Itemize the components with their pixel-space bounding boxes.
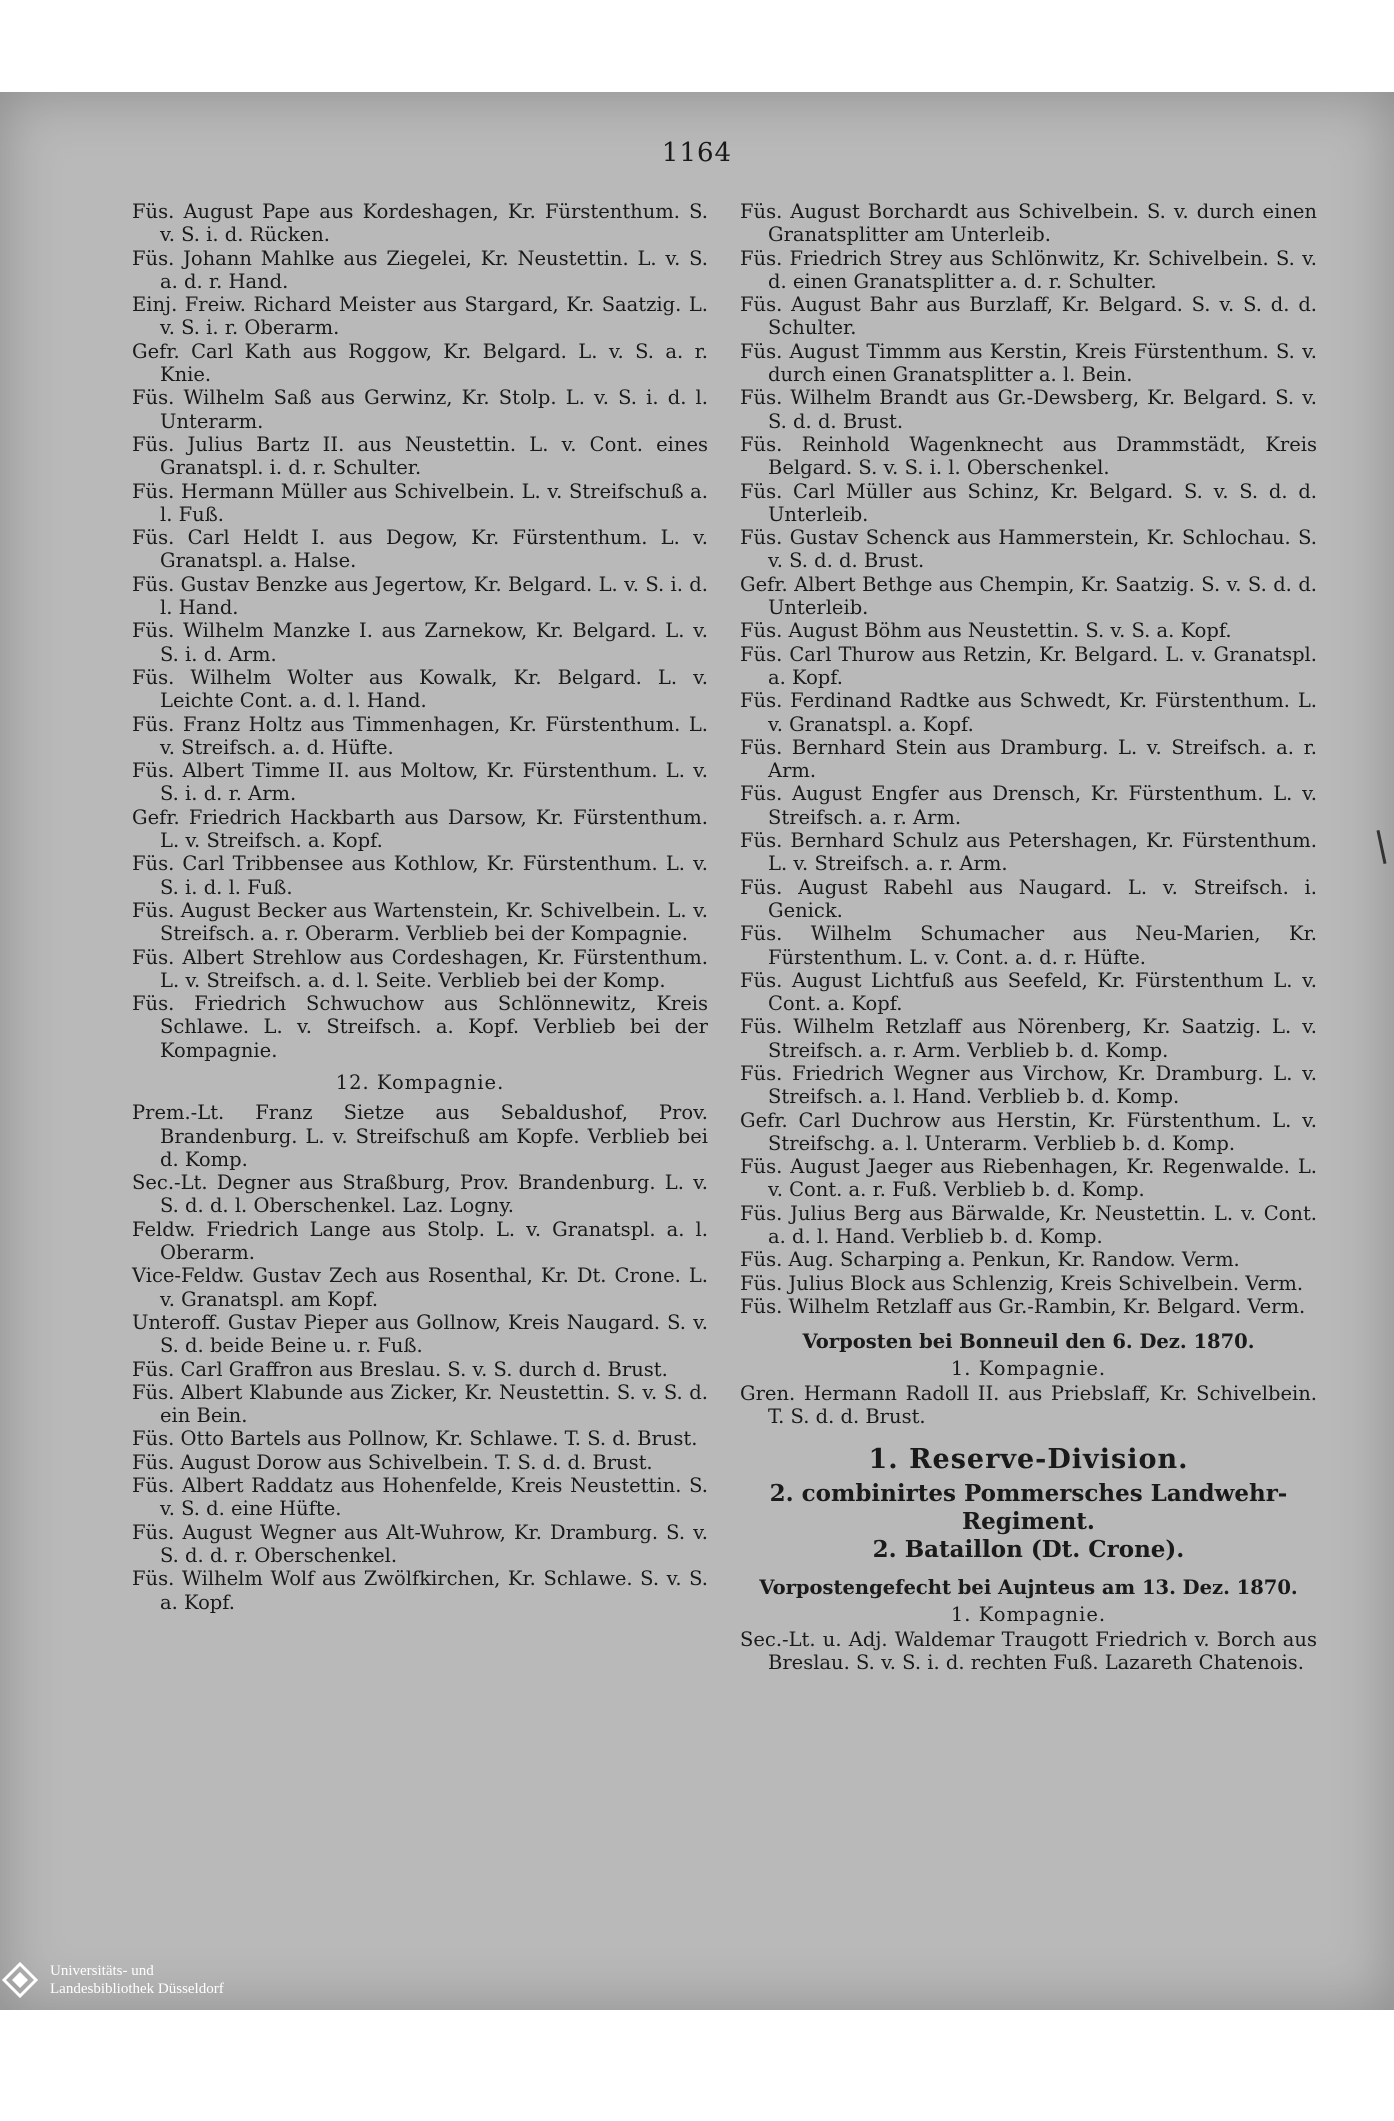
- casualty-entry: Füs. Albert Strehlow aus Cordeshagen, Kr. Fürstenthum. L. v. Streifsch. a. d. l. Seite. Verblieb bei der Komp.: [132, 945, 708, 992]
- casualty-entry: Füs. August Borchardt aus Schivelbein. S. v. durch einen Granatsplitter am Unterleib.: [740, 200, 1317, 247]
- casualty-entry: Füs. August Pape aus Kordeshagen, Kr. Fürstenthum. S. v. S. i. d. Rücken.: [132, 200, 708, 247]
- casualty-entry: Füs. Friedrich Wegner aus Virchow, Kr. Dramburg. L. v. Streifsch. a. l. Hand. Verblieb b. d. Komp.: [740, 1061, 1317, 1109]
- casualty-list: [132, 1101, 708, 1614]
- casualty-entry: Füs. Julius Bartz II. aus Neustettin. L. v. Cont. eines Granatspl. i. d. r. Schulter.: [132, 432, 708, 480]
- casualty-entry: Füs. Johann Mahlke aus Ziegelei, Kr. Neustettin. L. v. S. a. d. r. Hand.: [132, 246, 708, 293]
- section-heading: 1. Kompagnie.: [950, 1356, 1107, 1380]
- engagement-heading: Vorposten bei Bonneuil den 6. Dez. 1870.: [802, 1330, 1255, 1354]
- casualty-entry: Füs. August Rabehl aus Naugard. L. v. Streifsch. i. Genick.: [740, 875, 1317, 922]
- casualty-entry: Füs. August Böhm aus Neustettin. S. v. S. a. Kopf.: [740, 619, 1232, 643]
- casualty-entry: Füs. Bernhard Schulz aus Petershagen, Kr. Fürstenthum. L. v. Streifsch. a. r. Arm.: [740, 829, 1317, 876]
- library-logo-icon: [0, 1960, 40, 2000]
- casualty-entry: Gefr. Carl Duchrow aus Herstin, Kr. Fürstenthum. L. v. Streifschg. a. l. Unterarm. Verblieb b. d. Komp.: [740, 1108, 1317, 1155]
- battalion-heading: 2. Bataillon (Dt. Crone).: [872, 1536, 1185, 1564]
- casualty-entry: Füs. Hermann Müller aus Schivelbein. L. v. Streifschuß a. l. Fuß.: [132, 479, 708, 526]
- casualty-entry: Füs. Wilhelm Wolter aus Kowalk, Kr. Belgard. L. v. Leichte Cont. a. d. l. Hand.: [132, 665, 708, 713]
- casualty-entry: Füs. Wilhelm Brandt aus Gr.-Dewsberg, Kr. Belgard. S. v. S. d. d. Brust.: [740, 386, 1317, 433]
- section-heading: 1. Kompagnie.: [950, 1602, 1107, 1626]
- casualty-list: [132, 200, 708, 1062]
- casualty-entry: Füs. August Timmm aus Kerstin, Kreis Fürstenthum. S. v. durch einen Granatsplitter a. l. Bein.: [740, 339, 1317, 387]
- casualty-entry: Gefr. Albert Bethge aus Chempin, Kr. Saatzig. S. v. S. d. d. Unterleib.: [740, 572, 1317, 620]
- casualty-entry: Füs. Carl Müller aus Schinz, Kr. Belgard. S. v. S. d. d. Unterleib.: [740, 479, 1317, 526]
- section-heading: 12. Kompagnie.: [335, 1070, 505, 1094]
- engagement-heading: Vorpostengefecht bei Aujnteus am 13. Dez. 1870.: [759, 1576, 1298, 1600]
- casualty-entry: Füs. Albert Klabunde aus Zicker, Kr. Neustettin. S. v. S. d. ein Bein.: [132, 1380, 708, 1428]
- casualty-entry: Füs. Gustav Schenck aus Hammerstein, Kr. Schlochau. S. v. S. d. d. Brust.: [740, 526, 1317, 573]
- right-column: [740, 200, 1317, 1675]
- casualty-entry: Füs. August Becker aus Wartenstein, Kr. Schivelbein. L. v. Streifsch. a. r. Oberarm. Verblieb bei der Kompagnie.: [132, 898, 708, 946]
- division-heading: 1. Reserve-Division.: [868, 1444, 1189, 1476]
- casualty-entry: Füs. August Wegner aus Alt-Wuhrow, Kr. Dramburg. S. v. S. d. d. r. Oberschenkel.: [132, 1520, 708, 1567]
- casualty-entry: Füs. Wilhelm Retzlaff aus Gr.-Rambin, Kr. Belgard. Verm.: [740, 1294, 1306, 1318]
- casualty-entry: Unteroff. Gustav Pieper aus Gollnow, Kreis Naugard. S. v. S. d. beide Beine u. r. Fuß.: [132, 1310, 708, 1358]
- casualty-entry: Füs. August Engfer aus Drensch, Kr. Fürstenthum. L. v. Streifsch. a. r. Arm.: [740, 782, 1317, 829]
- casualty-entry: Sec.-Lt. Degner aus Straßburg, Prov. Brandenburg. L. v. S. d. d. l. Oberschenkel. Laz. Logny.: [132, 1171, 708, 1218]
- casualty-entry: Füs. Friedrich Strey aus Schlönwitz, Kr. Schivelbein. S. v. d. einen Granatsplitter a. d. r. Schulter.: [740, 246, 1317, 293]
- casualty-entry: Einj. Freiw. Richard Meister aus Stargard, Kr. Saatzig. L. v. S. i. r. Oberarm.: [132, 293, 708, 340]
- casualty-entry: Gren. Hermann Radoll II. aus Priebslaff, Kr. Schivelbein. T. S. d. d. Brust.: [740, 1381, 1317, 1429]
- library-name-line-1: Universitäts- und: [50, 1963, 154, 1979]
- casualty-entry: Gefr. Carl Kath aus Roggow, Kr. Belgard. L. v. S. a. r. Knie.: [132, 339, 708, 387]
- casualty-entry: Füs. Carl Graffron aus Breslau. S. v. S. durch d. Brust.: [132, 1357, 668, 1381]
- casualty-entry: Füs. Aug. Scharping a. Penkun, Kr. Randow. Verm.: [740, 1248, 1240, 1272]
- casualty-entry: Gefr. Friedrich Hackbarth aus Darsow, Kr. Fürstenthum. L. v. Streifsch. a. Kopf.: [132, 805, 708, 853]
- casualty-entry: Füs. Wilhelm Manzke I. aus Zarnekow, Kr. Belgard. L. v. S. i. d. Arm.: [132, 619, 708, 666]
- regiment-heading: 2. combinirtes Pommersches Landwehr-Regiment.: [769, 1480, 1288, 1536]
- casualty-entry: Sec.-Lt. u. Adj. Waldemar Traugott Friedrich v. Borch aus Breslau. S. v. S. i. d. rechten Fuß. Lazareth Chatenois.: [740, 1628, 1317, 1675]
- casualty-list: [740, 1628, 1317, 1675]
- casualty-entry: Füs. Julius Berg aus Bärwalde, Kr. Neustettin. L. v. Cont. a. d. l. Hand. Verblieb b. d. Komp.: [740, 1201, 1317, 1249]
- casualty-entry: Füs. August Jaeger aus Riebenhagen, Kr. Regenwalde. L. v. Cont. a. r. Fuß. Verblieb b. d. Komp.: [740, 1155, 1317, 1202]
- casualty-entry: Füs. Gustav Benzke aus Jegertow, Kr. Belgard. L. v. S. i. d. l. Hand.: [132, 572, 708, 620]
- casualty-entry: Füs. Friedrich Schwuchow aus Schlönnewitz, Kreis Schlawe. L. v. Streifsch. a. Kopf. Verblieb bei der Kompagnie.: [132, 992, 708, 1062]
- casualty-entry: Füs. Julius Block aus Schlenzig, Kreis Schivelbein. Verm.: [740, 1271, 1304, 1295]
- casualty-entry: Füs. August Bahr aus Burzlaff, Kr. Belgard. S. v. S. d. d. Schulter.: [740, 293, 1317, 340]
- casualty-entry: Füs. Carl Thurow aus Retzin, Kr. Belgard. L. v. Granatspl. a. Kopf.: [740, 642, 1317, 689]
- casualty-entry: Prem.-Lt. Franz Sietze aus Sebaldushof, Prov. Brandenburg. L. v. Streifschuß am Kopfe. Verblieb bei d. Komp.: [132, 1101, 708, 1171]
- casualty-entry: Füs. Albert Raddatz aus Hohenfelde, Kreis Neustettin. S. v. S. d. eine Hüfte.: [132, 1474, 708, 1521]
- library-name-line-2: Landesbibliothek Düsseldorf: [50, 1981, 224, 1997]
- library-credit: [50, 1962, 224, 1998]
- casualty-entry: Füs. Albert Timme II. aus Moltow, Kr. Fürstenthum. L. v. S. i. d. r. Arm.: [132, 759, 708, 806]
- page-number: 1164: [661, 138, 733, 168]
- casualty-entry: Vice-Feldw. Gustav Zech aus Rosenthal, Kr. Dt. Crone. L. v. Granatspl. am Kopf.: [132, 1264, 708, 1311]
- casualty-entry: Füs. Carl Tribbensee aus Kothlow, Kr. Fürstenthum. L. v. S. i. d. l. Fuß.: [132, 852, 708, 899]
- casualty-list: [740, 1382, 1317, 1429]
- casualty-entry: Feldw. Friedrich Lange aus Stolp. L. v. Granatspl. a. l. Oberarm.: [132, 1217, 708, 1265]
- casualty-entry: Füs. Reinhold Wagenknecht aus Drammstädt, Kreis Belgard. S. v. S. i. l. Oberschenkel.: [740, 432, 1317, 480]
- casualty-entry: Füs. August Lichtfuß aus Seefeld, Kr. Fürstenthum L. v. Cont. a. Kopf.: [740, 968, 1317, 1016]
- casualty-entry: Füs. Otto Bartels aus Pollnow, Kr. Schlawe. T. S. d. Brust.: [132, 1427, 698, 1451]
- casualty-entry: Füs. Franz Holtz aus Timmenhagen, Kr. Fürstenthum. L. v. Streifsch. a. d. Hüfte.: [132, 712, 708, 759]
- casualty-entry: Füs. Wilhelm Retzlaff aus Nörenberg, Kr. Saatzig. L. v. Streifsch. a. r. Arm. Verblieb b. d. Komp.: [740, 1015, 1317, 1062]
- casualty-entry: Füs. Bernhard Stein aus Dramburg. L. v. Streifsch. a. r. Arm.: [740, 735, 1317, 783]
- casualty-entry: Füs. Wilhelm Schumacher aus Neu-Marien, Kr. Fürstenthum. L. v. Cont. a. d. r. Hüfte.: [740, 922, 1317, 969]
- casualty-list: [740, 200, 1317, 1318]
- casualty-entry: Füs. Ferdinand Radtke aus Schwedt, Kr. Fürstenthum. L. v. Granatspl. a. Kopf.: [740, 689, 1317, 736]
- left-column: [132, 200, 708, 1614]
- casualty-entry: Füs. August Dorow aus Schivelbein. T. S. d. d. Brust.: [132, 1450, 653, 1474]
- casualty-entry: Füs. Wilhelm Wolf aus Zwölfkirchen, Kr. Schlawe. S. v. S. a. Kopf.: [132, 1567, 708, 1614]
- casualty-entry: Füs. Wilhelm Saß aus Gerwinz, Kr. Stolp. L. v. S. i. d. l. Unterarm.: [132, 386, 708, 433]
- casualty-entry: Füs. Carl Heldt I. aus Degow, Kr. Fürstenthum. L. v. Granatspl. a. Halse.: [132, 526, 708, 573]
